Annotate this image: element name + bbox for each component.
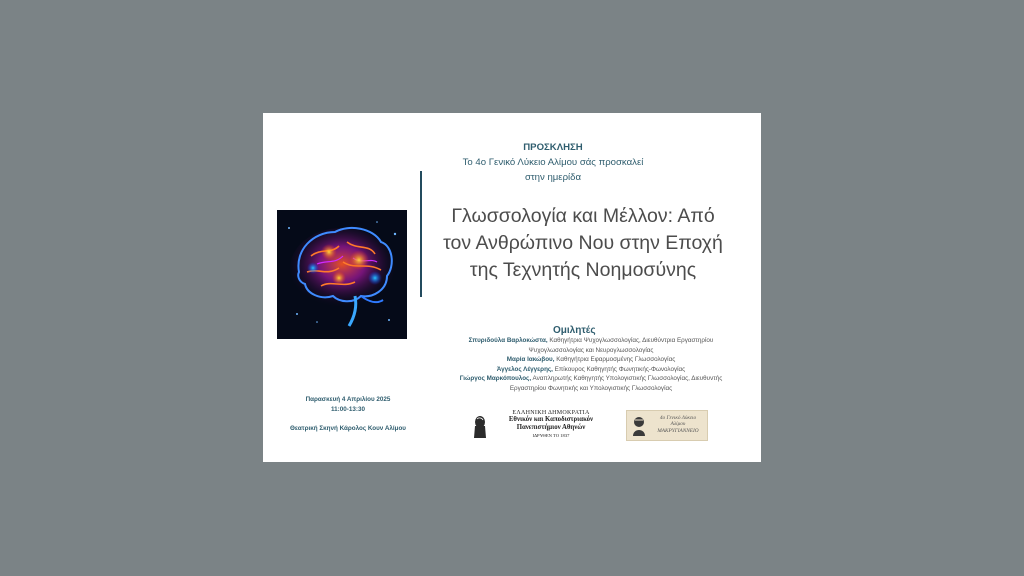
speakers-heading: Ομιλητές — [553, 325, 596, 336]
speaker-name: Μαρία Ιακώβου, — [506, 356, 555, 363]
university-seal-icon — [471, 414, 489, 440]
school-line-3: ΜΑΚΡΥΓΙΑΝΝΕΙΟ — [657, 427, 699, 434]
university-line-3: Πανεπιστήμιον Αθηνών — [516, 424, 586, 431]
invitation-card — [263, 113, 761, 462]
invitation-header — [453, 140, 653, 185]
invitation-line-1: Το 4ο Γενικό Λύκειο Αλίμου σάς προσκαλεί — [462, 157, 644, 168]
speakers-list — [441, 336, 741, 393]
brain-illustration — [277, 210, 407, 339]
university-line-2: Εθνικόν και Καποδιστριακόν — [508, 416, 594, 423]
event-title: Γλωσσολογία και Μέλλον: Από τον Ανθρώπινο Νου στην Εποχή της Τεχνητής Νοημοσύνης — [443, 205, 723, 281]
speaker-role: Αναπληρωτής Καθηγητής Υπολογιστικής Γλωσσολογίας, Διευθυντής Εργαστηρίου Φωνητικής και Υπολογιστικής Γλωσσολογίας — [509, 375, 723, 392]
university-line-4: ΙΔΡΥΘΕΝ ΤΟ 1837 — [532, 433, 570, 438]
university-text — [493, 410, 609, 438]
invitation-line-2: στην ημερίδα — [524, 172, 582, 183]
speaker-name: Γιώργος Μαρκόπουλος, — [459, 375, 532, 382]
speaker-role: Επίκουρος Καθηγητής Φωνητικής-Φωνολογίας — [552, 365, 686, 373]
speaker-item — [441, 355, 741, 365]
speaker-role: Καθηγήτρια Εφαρμοσμένης Γλωσσολογίας — [554, 356, 676, 363]
event-venue: Θεατρική Σκηνή Κάρολος Κουν Αλίμου — [290, 425, 406, 432]
speaker-item — [441, 365, 741, 375]
university-line-1: ΕΛΛΗΝΙΚΗ ΔΗΜΟΚΡΑΤΙΑ — [512, 410, 590, 416]
speaker-name: Άγγελος Λέγγερης, — [496, 365, 553, 373]
school-line-1: 4ο Γενικό Λύκειο — [659, 415, 697, 421]
speaker-item — [441, 374, 741, 393]
school-emblem-icon — [630, 414, 648, 438]
speaker-role: Καθηγήτρια Ψυχογλωσσολογίας, Διευθύντρια Εργαστηρίου Ψυχογλωσσολογίας και Νευρογλωσσολογίας — [528, 337, 714, 354]
speaker-name: Σπυριδούλα Βαρλοκώστα, — [468, 337, 548, 344]
school-logo — [626, 410, 708, 441]
event-details — [273, 395, 423, 434]
divider-line — [420, 171, 422, 297]
school-text — [649, 415, 707, 434]
speaker-item — [441, 336, 741, 355]
event-date: Παρασκευή 4 Απριλίου 2025 — [305, 396, 391, 403]
university-logo — [469, 410, 609, 446]
event-time: 11:00-13:30 — [331, 406, 365, 413]
invitation-heading: ΠΡΟΣΚΛΗΣΗ — [523, 142, 583, 153]
school-line-2: Αλίμου — [670, 421, 686, 428]
